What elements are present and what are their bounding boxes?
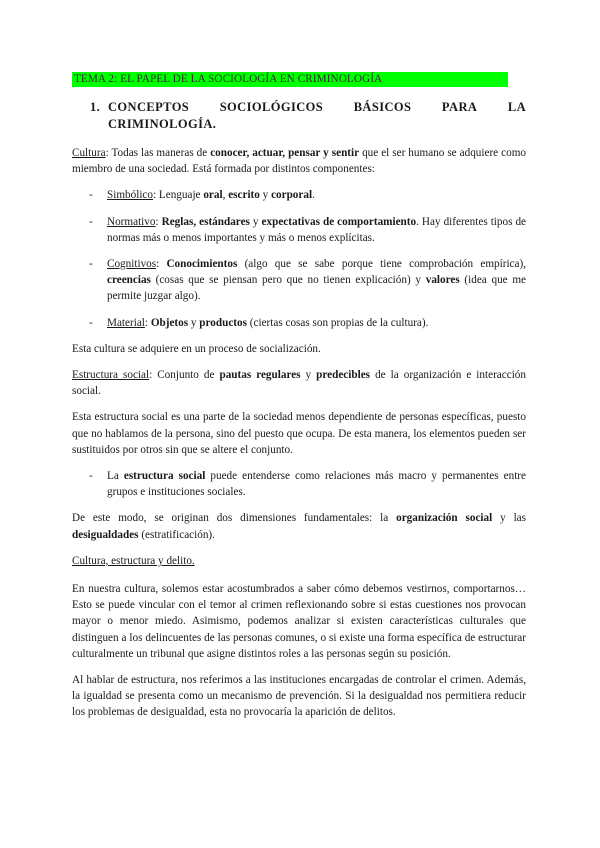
section-title bbox=[108, 99, 526, 133]
topic-title-highlight bbox=[72, 72, 508, 87]
list-dash: - bbox=[89, 189, 93, 202]
topic-title: TEMA 2: EL PAPEL DE LA SOCIOLOGÍA EN CRIMINOLOGÍA bbox=[74, 73, 383, 85]
socializacion-paragraph: Esta cultura se adquiere en un proceso de socialización. bbox=[72, 342, 321, 355]
dimensiones-paragraph: De este modo, se originan dos dimensiones fundamentales: la organización social y las desigualdades (estratificación). bbox=[72, 512, 526, 541]
estructura-term: Estructura social bbox=[72, 369, 150, 382]
list-dash: - bbox=[89, 215, 93, 228]
cultura-term: Cultura bbox=[72, 147, 106, 159]
list-item-simbolico: - Simbólico: Lenguaje oral, escrito y corporal. bbox=[72, 187, 526, 203]
section-title-word: SOCIOLÓGICOS bbox=[219, 100, 324, 114]
cultura-components-list bbox=[72, 187, 526, 330]
list-dash: - bbox=[89, 316, 93, 329]
section-title-word: BÁSICOS bbox=[353, 100, 412, 114]
list-item-estructura: - La estructura social puede entenderse como relaciones más macro y permanentes entre grupos e instituciones sociales. bbox=[72, 468, 526, 500]
list-dash: - bbox=[89, 258, 93, 271]
section-title-line2: CRIMINOLOGÍA. bbox=[108, 117, 217, 131]
section-title-word: PARA bbox=[441, 100, 478, 114]
list-item-material: - Material: Objetos y productos (ciertas cosas son propias de la cultura). bbox=[72, 315, 526, 331]
list-item-cognitivos: - Cognitivos: Conocimientos (algo que se sabe porque tiene comprobación empírica), creencias (cosas que se piensan pero que no tienen explicación) y valores (idea que me permite juzgar algo). bbox=[72, 256, 526, 305]
estructura-paragraph: Esta estructura social es una parte de la sociedad menos dependiente de personas específicas, puesto que no hablamos de la persona, sino del puesto que ocupa. De esta manera, los elementos pueden ser sustituidos por otros sin que se altere el conjunto. bbox=[72, 411, 526, 456]
section-title-word: LA bbox=[507, 100, 526, 114]
cultura-definition: Cultura: Todas las maneras de conocer, actuar, pensar y sentir que el ser humano se adquiere como miembro de una sociedad. Está formada por distintos componentes: bbox=[72, 147, 526, 176]
list-item-normativo: - Normativo: Reglas, estándares y expectativas de comportamiento. Hay diferentes tipos de normas más o menos importantes y más o menos explícitas. bbox=[72, 214, 526, 246]
cultura-estructura-paragraph: En nuestra cultura, solemos estar acostumbrados a saber cómo debemos vestirnos, comportarnos… Esto se puede vincular con el temor al crimen reflexionando sobre si estas cuestiones nos provocan mayor o menor miedo. Asimismo, podemos analizar si existen características culturales que distinguen a los delincuentes de las personas comunes, o si existe una forma específica de estructurar culturalmente un tribunal que asigne distintos roles a las personas según su posición. bbox=[72, 583, 526, 660]
section-heading bbox=[72, 99, 526, 133]
estructura-definition: Estructura social: Conjunto de pautas regulares y predecibles de la organización e interacción social. bbox=[72, 369, 526, 398]
list-dash: - bbox=[89, 470, 93, 483]
estructura-crimen-paragraph: Al hablar de estructura, nos referimos a las instituciones encargadas de controlar el crimen. Además, la igualdad se presenta como un mecanismo de prevención. Si la desigualdad nos permitiera reducir los problemas de desigualdad, esta no provocaría la aparición de delitos. bbox=[72, 674, 526, 719]
section-number: 1. bbox=[90, 100, 101, 114]
subheading: Cultura, estructura y delito. bbox=[72, 554, 195, 567]
estructura-list bbox=[72, 468, 526, 500]
section-title-word: CONCEPTOS bbox=[108, 100, 190, 114]
